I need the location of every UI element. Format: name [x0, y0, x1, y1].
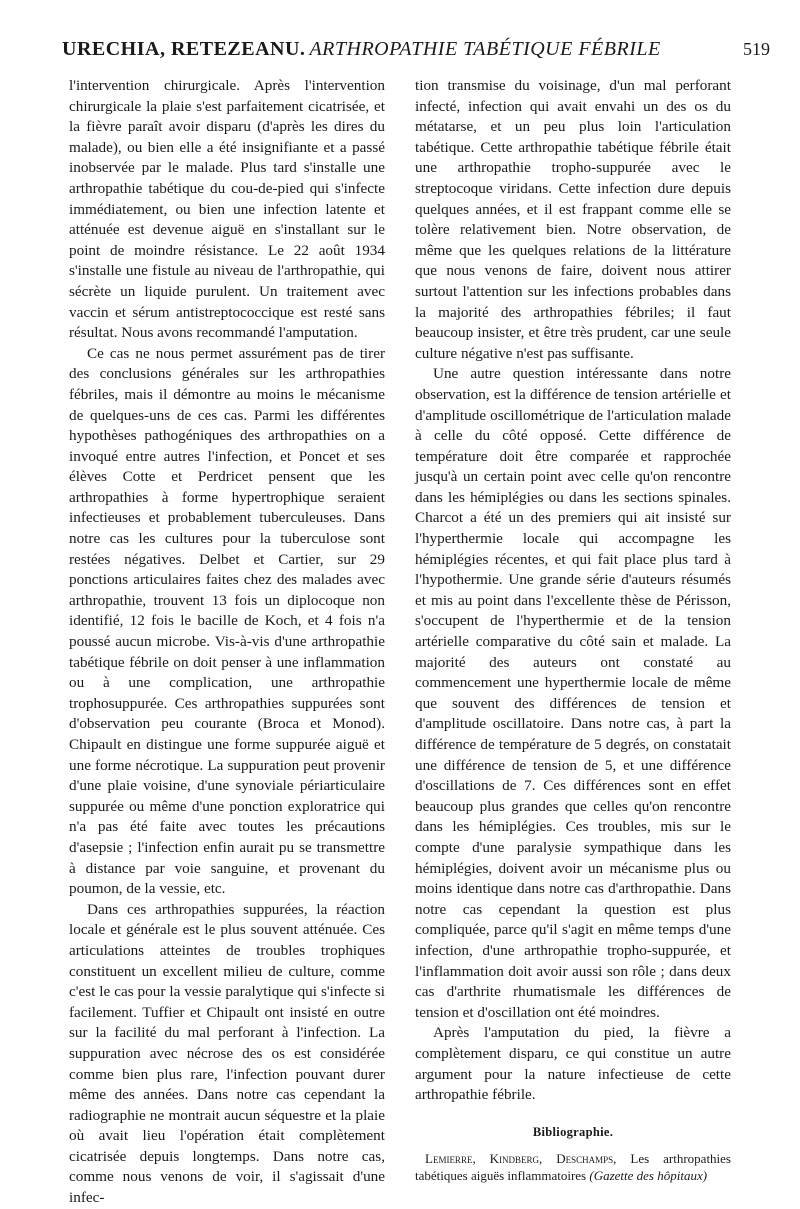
paragraph: tion transmise du voisinage, d'un mal perforant infecté, infection qui avait envahi un des os du métatarse, et un peu plus loin l'articulation tabétique. Cette arthropathie tabétique fébrile était une arthropathie tropho-suppurée avec le streptocoque viridans. Cette infection dure depuis quelques années, et il est frappant comme elle se tolère relativement bien. Notre observation, de même que les quelques relations de la littérature que nous venons de faire, doivent nous attirer surtout l'attention sur les infections probables dans la majorité des arthropathies fébriles; il faut beaucoup insister, et être très prudent, car une seule culture négative n'est pas suffisante.	[415, 77, 731, 362]
paragraph: Ce cas ne nous permet assurément pas de tirer des conclusions générales sur les arthropathies fébriles, mais il démontre au moins le mécanisme de quelques-uns de ces cas. Parmi les différentes hypothèses pathogéniques des arthropathies on a invoqué entre autres l'infection, et Poncet et ses élèves Cotte et Perdricet pensent que les arthropathies à forme hypertrophique seraient infectieuses et probablement tuberculeuses. Dans notre cas les cultures pour la tuberculose sont restées négatives. Delbet et Cartier, sur 29 ponctions articulaires faites chez des malades avec arthropathie, trouvent 13 fois un diplocoque non identifié, 12 fois le bacille de Koch, et 4 fois n'a poussé aucun microbe. Vis-à-vis d'une arthropathie tabétique fébrile on doit penser à une inflammation ou à une complication, une arthropathie trophosuppurée. Ces arthropathies suppurées sont d'observation peu courante (Broca et Monod). Chipault en distingue une forme suppurée aiguë et une forme nécrotique. La suppuration peut provenir d'une plaie voisine, d'une synoviale périarticulaire suppurée ou même d'une ponction exploratrice qui n'a pas été faite avec toutes les précautions d'asepsie ; l'infection enfin aurait pu se transmettre à distance par voie sanguine, et provenant du poumon, de la vessie, etc.	[69, 344, 385, 898]
bibliography-entry	[415, 1150, 731, 1184]
paragraph: Après l'amputation du pied, la fièvre a complètement disparu, ce qui constitue un autre argument pour la nature infectieuse de cette arthropathie fébrile.	[415, 1024, 731, 1104]
running-header	[62, 38, 770, 72]
bibliography-journal: (Gazette des hôpitaux)	[589, 1168, 708, 1184]
header-running-title: ARTHROPATHIE TABÉTIQUE FÉBRILE	[309, 38, 661, 60]
bibliography-heading: Bibliographie.	[532, 1124, 614, 1139]
bibliography-text: Les arthropathies tabétiques aiguës inflammatoires	[415, 1151, 731, 1184]
paragraph: Dans ces arthropathies suppurées, la réaction locale et générale est le plus souvent atténuée. Ces articulations atteintes de troubles trophiques constituent un excellent milieu de culture, comme c'est le cas pour la vessie paralytique qui s'infecte si facilement. Tuffier et Chipault ont insisté en outre sur la facilité du mal perforant à l'infection. La suppuration avec nécrose des os est considérée comme bien plus rare, l'infection pouvant durer même des années. Dans notre cas cependant la radiographie ne montrait aucun séquestre et la plaie où avait lieu l'opération était complètement cicatrisée depuis longtemps. Dans notre cas, comme nous venons de voir, il s'agissait d'une infec-	[69, 900, 385, 1207]
bibliography-authors: Lemierre, Kindberg, Deschamps,	[425, 1151, 617, 1167]
page-number: 519	[743, 39, 770, 59]
paragraph: l'intervention chirurgicale. Après l'intervention chirurgicale la plaie s'est parfaitement cicatrisée, et la fièvre paraît avoir disparu (d'après les dires du malade), ou bien elle a été insignifiante et a passé inobservée par le malade. Plus tard s'installe une arthropathie tabétique du cou-de-pied qui s'infecte immédiatement, ou bien une infection latente et atténuée est devenue aiguë en s'installant sur le point de moindre résistance. Le 22 août 1934 s'installe une fistule au niveau de l'arthropathie, qui sécrète un liquide purulent. Un traitement avec vaccin et sérum antistreptococcique est resté sans résultat. Nous avons recommandé l'amputation.	[69, 77, 385, 342]
left-column	[69, 76, 385, 1209]
paragraph: Une autre question intéressante dans notre observation, est la différence de tension artérielle et d'amplitude oscillométrique de l'articulation malade à celle du côté opposé. Cette différence de température doit être comparée et rapprochée jusqu'à un certain point avec celle qu'on rencontre dans les hémiplégies ou dans les sections spinales. Charcot a été un des premiers qui ait insisté sur l'hyperthermie locale qui accompagne les hémiplégies récentes, et qui fait place plus tard à l'hypothermie. Une grande série d'auteurs résumés et mis au point dans l'excellente thèse de Périsson, s'occupent de l'hyperthermie et de la tension artérielle comparative du côté sain et malade. La majorité des auteurs ont constaté au commencement une hyperthermie locale de même que souvent des différences de tension et d'amplitude oscillatoire. Dans notre cas, à part la différence de température de 5 degrés, on constatait une différence de tension de 5, et une différence d'oscillations de 7. Ces différences sont en effet beaucoup plus grandes que celles qu'on rencontre dans les hémiplégies. Ces troubles, mis sur le compte d'une paralysie sympathique dans les hémiplégies, doivent avoir un mécanisme plus ou moins identique dans notre cas d'arthropathie. Dans notre cas cependant la question est plus compliquée, parce qu'il s'agit en même temps d'une infection, d'une arthropathie tropho-suppurée, et l'inflammation doit avoir aussi son rôle ; dans deux cas d'arthrite rhumatismale les différences de tension et d'oscillation ont été moindres.	[415, 365, 731, 1021]
header-title-group	[62, 38, 661, 61]
header-authors: URECHIA, RETEZEANU.	[62, 38, 306, 60]
right-column	[415, 76, 731, 1184]
